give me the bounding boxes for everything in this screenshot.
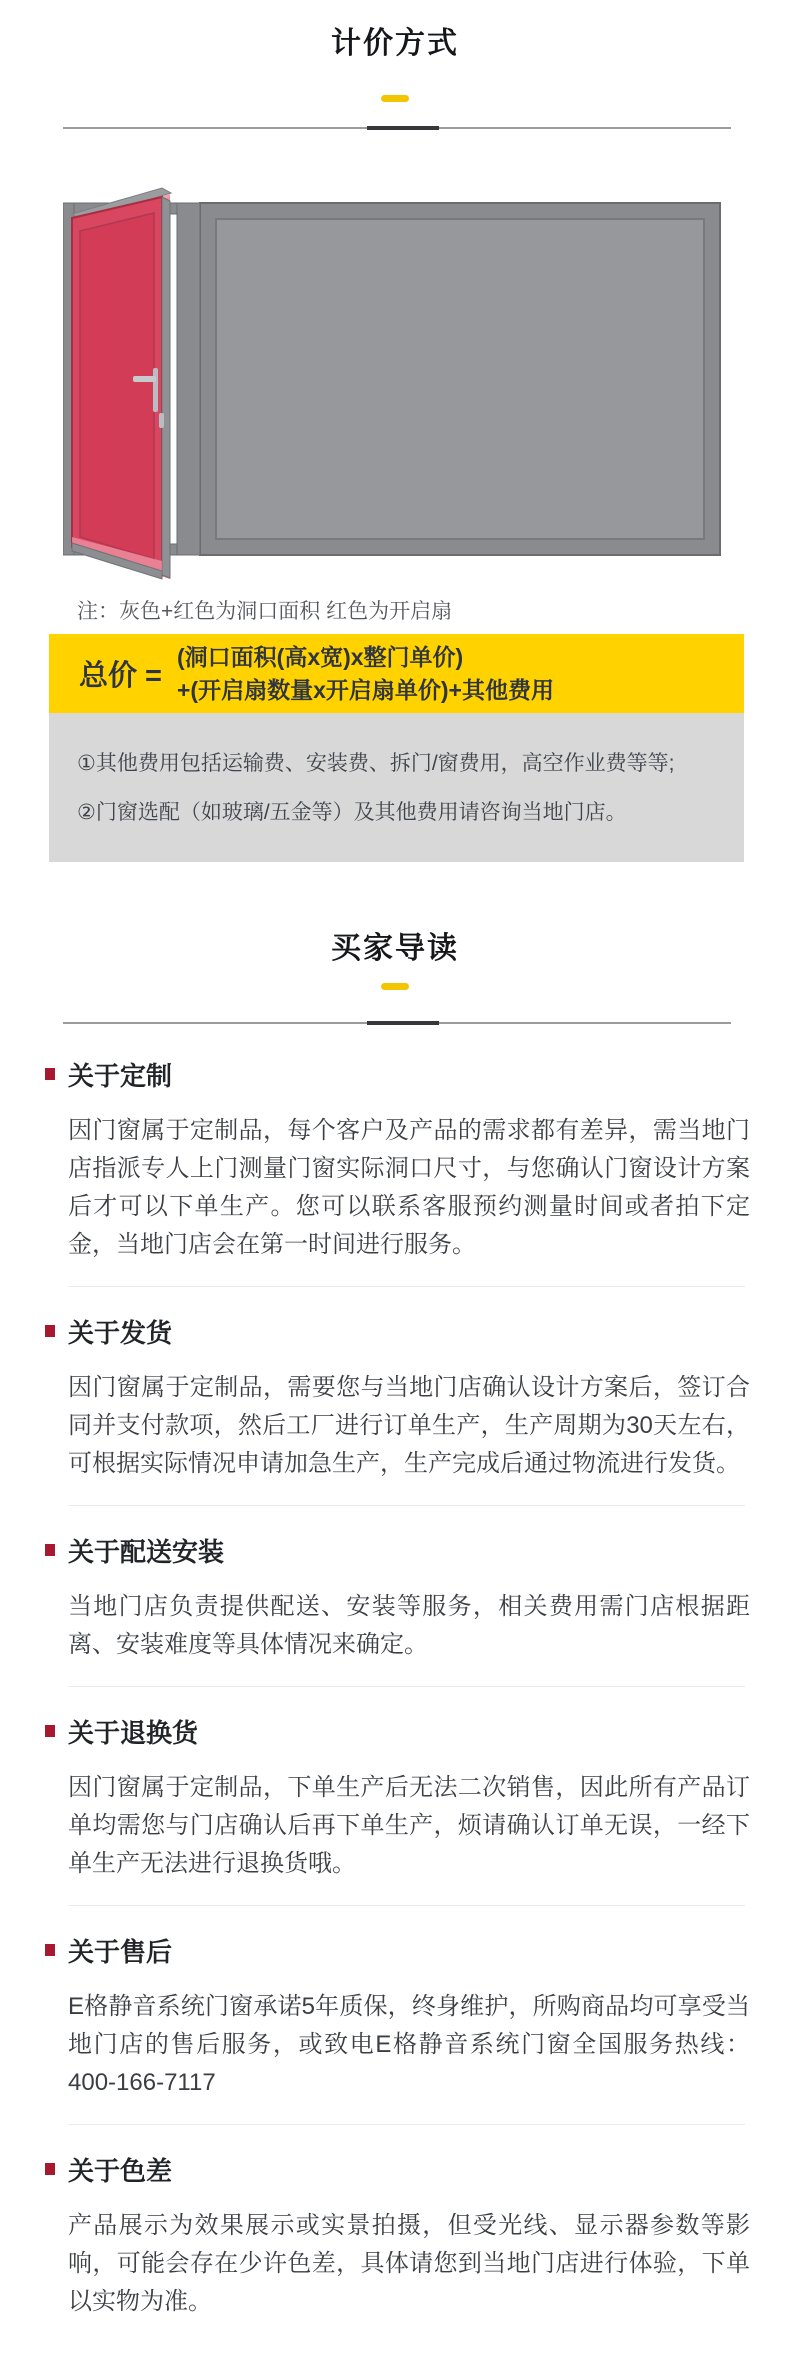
title-accent-dash xyxy=(381,983,409,990)
guide-section-color-difference xyxy=(45,2151,751,2321)
guide-section-returns xyxy=(45,1713,751,1906)
section-body: E格静音系统门窗承诺5年质保，终身维护，所购商品均可享受当地门店的售后服务，或致电E格静音系统门窗全国服务热线：400-166-7117 xyxy=(68,1993,750,2096)
diagram-note: 注：灰色+红色为洞口面积 红色为开启扇 xyxy=(77,600,453,623)
fees-note-2: ②门窗选配（如玻璃/五金等）及其他费用请咨询当地门店。 xyxy=(77,800,627,824)
section-heading: 关于定制 xyxy=(68,1060,173,1091)
guide-sections xyxy=(45,1056,751,2321)
section-body: 产品展示为效果展示或实景拍摄，但受光线、显示器参数等影响，可能会存在少许色差，具体请您到当地门店进行体验，下单以实物为准。 xyxy=(68,2212,750,2315)
guide-section-delivery-install xyxy=(45,1532,751,1687)
section-body: 因门窗属于定制品，每个客户及产品的需求都有差异，需当地门店指派专人上门测量门窗实际洞口尺寸，与您确认门窗设计方案后才可以下单生产。您可以联系客服预约测量时间或者拍下定金，当地门店会在第一时间进行服务。 xyxy=(68,1117,750,1258)
section-divider xyxy=(69,2124,745,2125)
guide-title: 买家导读 xyxy=(331,932,459,965)
section-divider xyxy=(69,1505,745,1506)
formula-line1: (洞口面积(高x宽)x整门单价) xyxy=(177,643,464,670)
guide-section-customization xyxy=(45,1056,751,1287)
section-divider xyxy=(69,1686,745,1687)
red-square-bullet-icon xyxy=(45,1325,55,1337)
section-divider xyxy=(69,1286,745,1287)
formula-label: 总价 = xyxy=(79,660,162,692)
section-heading: 关于配送安装 xyxy=(68,1536,225,1567)
title-accent-dash xyxy=(381,95,409,102)
red-square-bullet-icon xyxy=(45,1544,55,1556)
formula-lines xyxy=(177,641,554,707)
section-body: 因门窗属于定制品，需要您与当地门店确认设计方案后，签订合同并支付款项，然后工厂进行订单生产，生产周期为30天左右，可根据实际情况申请加急生产，生产完成后通过物流进行发货。 xyxy=(68,1374,750,1477)
other-fees-notes-box xyxy=(49,713,744,862)
fees-note-1: ①其他费用包括运输费、安装费、拆门/窗费用，高空作业费等等; xyxy=(77,751,675,775)
door-window-diagram xyxy=(63,185,723,585)
formula-line2: +(开启扇数量x开启扇单价)+其他费用 xyxy=(177,676,554,703)
section-body: 因门窗属于定制品，下单生产后无法二次销售，因此所有产品订单均需您与门店确认后再下单生产，烦请确认订单无误，一经下单生产无法进行退换货哦。 xyxy=(68,1774,750,1877)
section-heading: 关于售后 xyxy=(68,1936,173,1967)
section-heading: 关于退换货 xyxy=(68,1717,199,1748)
red-square-bullet-icon xyxy=(45,1944,55,1956)
title-divider-dark-segment xyxy=(367,1021,439,1025)
red-square-bullet-icon xyxy=(45,1725,55,1737)
fixed-panel-gray xyxy=(200,203,720,555)
section-divider xyxy=(69,1905,745,1906)
guide-section-shipping xyxy=(45,1313,751,1506)
pricing-title: 计价方式 xyxy=(331,27,459,60)
price-formula-box xyxy=(49,634,744,713)
title-divider-dark-segment xyxy=(367,126,439,130)
open-sash-red xyxy=(72,188,171,579)
red-square-bullet-icon xyxy=(45,2163,55,2175)
section-heading: 关于色差 xyxy=(68,2155,173,2186)
guide-section-aftersales xyxy=(45,1932,751,2125)
section-heading: 关于发货 xyxy=(68,1317,173,1348)
section-body: 当地门店负责提供配送、安装等服务，相关费用需门店根据距离、安装难度等具体情况来确定。 xyxy=(68,1593,750,1658)
red-square-bullet-icon xyxy=(45,1068,55,1080)
